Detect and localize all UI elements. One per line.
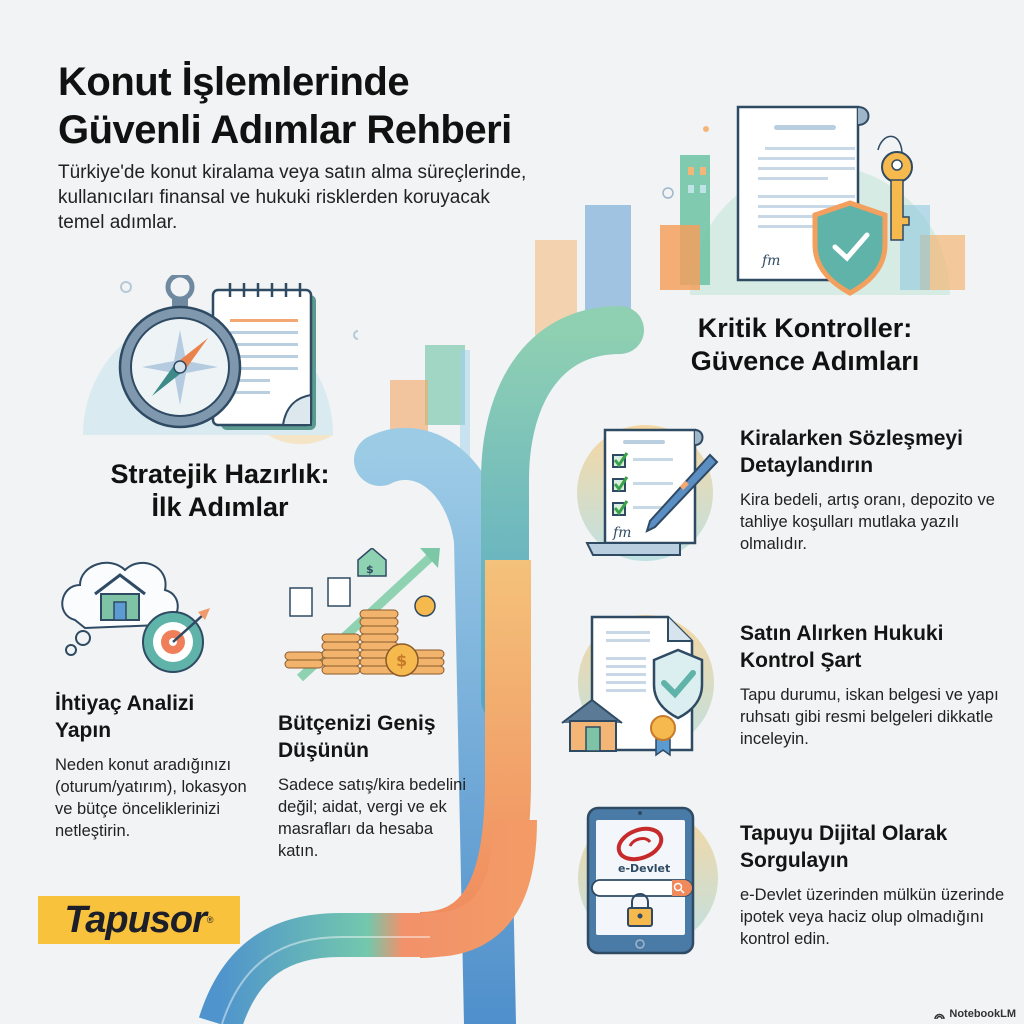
document-shield-house-icon (558, 605, 723, 765)
edevlet-label: e-Devlet (618, 862, 671, 875)
title-line-1: Konut İşlemlerinde (58, 60, 410, 104)
item-wide-budget (278, 710, 468, 862)
compass-notepad-icon (58, 275, 358, 445)
page-subtitle: Türkiye'de konut kiralama veya satın alma süreçlerinde, kullanıcıları finansal ve hukuki risklerden koruyacak temel adımlar. (58, 162, 527, 233)
svg-text:$: $ (396, 651, 408, 670)
brand-name: Tapusor (64, 898, 206, 941)
tablet-edevlet-icon (568, 798, 728, 960)
item-description: Sadece satış/kira bedelini değil; aidat, vergi ve ek masrafları da hesaba katın. (278, 776, 467, 860)
svg-text:$: $ (366, 563, 374, 576)
item-description: e-Devlet üzerinden mülkün üzerinde ipotek veya haciz olup olmadığını kontrol edin. (740, 886, 1005, 948)
section-title-line-2: İlk Adımlar (151, 492, 289, 522)
item-legal-check (740, 620, 1010, 750)
section-title-line-2: Güvence Adımları (690, 346, 920, 376)
section-title-line-1: Kritik Kontroller: (697, 313, 913, 343)
title-line-2: Güvenli Adımlar Rehberi (58, 108, 512, 152)
section-title-line-1: Stratejik Hazırlık: (110, 459, 330, 489)
section-title-strategic-preparation (80, 458, 360, 524)
checklist-pen-icon (565, 415, 725, 565)
coins-growth-icon (280, 548, 450, 688)
item-title: Satın Alırken Hukuki Kontrol Şart (740, 622, 944, 672)
item-title: Tapuyu Dijital Olarak Sorgulayın (740, 822, 948, 872)
house-target-icon (55, 550, 215, 680)
contract-key-shield-icon (650, 95, 980, 305)
item-digital-title-query (740, 820, 1010, 950)
brand-logo (38, 896, 240, 944)
item-description: Kira bedeli, artış oranı, depozito ve tahliye koşulları mutlaka yazılı olmalıdır. (740, 491, 995, 553)
item-needs-analysis (55, 690, 255, 842)
notebooklm-logo-icon (934, 1010, 945, 1019)
item-title: İhtiyaç Analizi Yapın (55, 692, 195, 742)
page-title (58, 58, 618, 154)
item-description: Neden konut aradığınızı (oturum/yatırım), lokasyon ve bütçe önceliklerinizi netleştirin. (55, 756, 247, 840)
svg-text:fm: fm (613, 525, 632, 541)
item-title: Bütçenizi Geniş Düşünün (278, 712, 436, 762)
item-description: Tapu durumu, iskan belgesi ve yapı ruhsatı gibi resmi belgeleri dikkatle inceleyin. (740, 686, 999, 748)
item-rental-contract (740, 425, 1010, 555)
registered-mark: ® (206, 915, 214, 925)
notebooklm-watermark (934, 1008, 1016, 1020)
footer-label: NotebookLM (949, 1008, 1016, 1020)
svg-text:fm: fm (762, 253, 781, 269)
item-title: Kiralarken Sözleşmeyi Detaylandırın (740, 427, 963, 477)
section-title-critical-controls (660, 312, 950, 378)
